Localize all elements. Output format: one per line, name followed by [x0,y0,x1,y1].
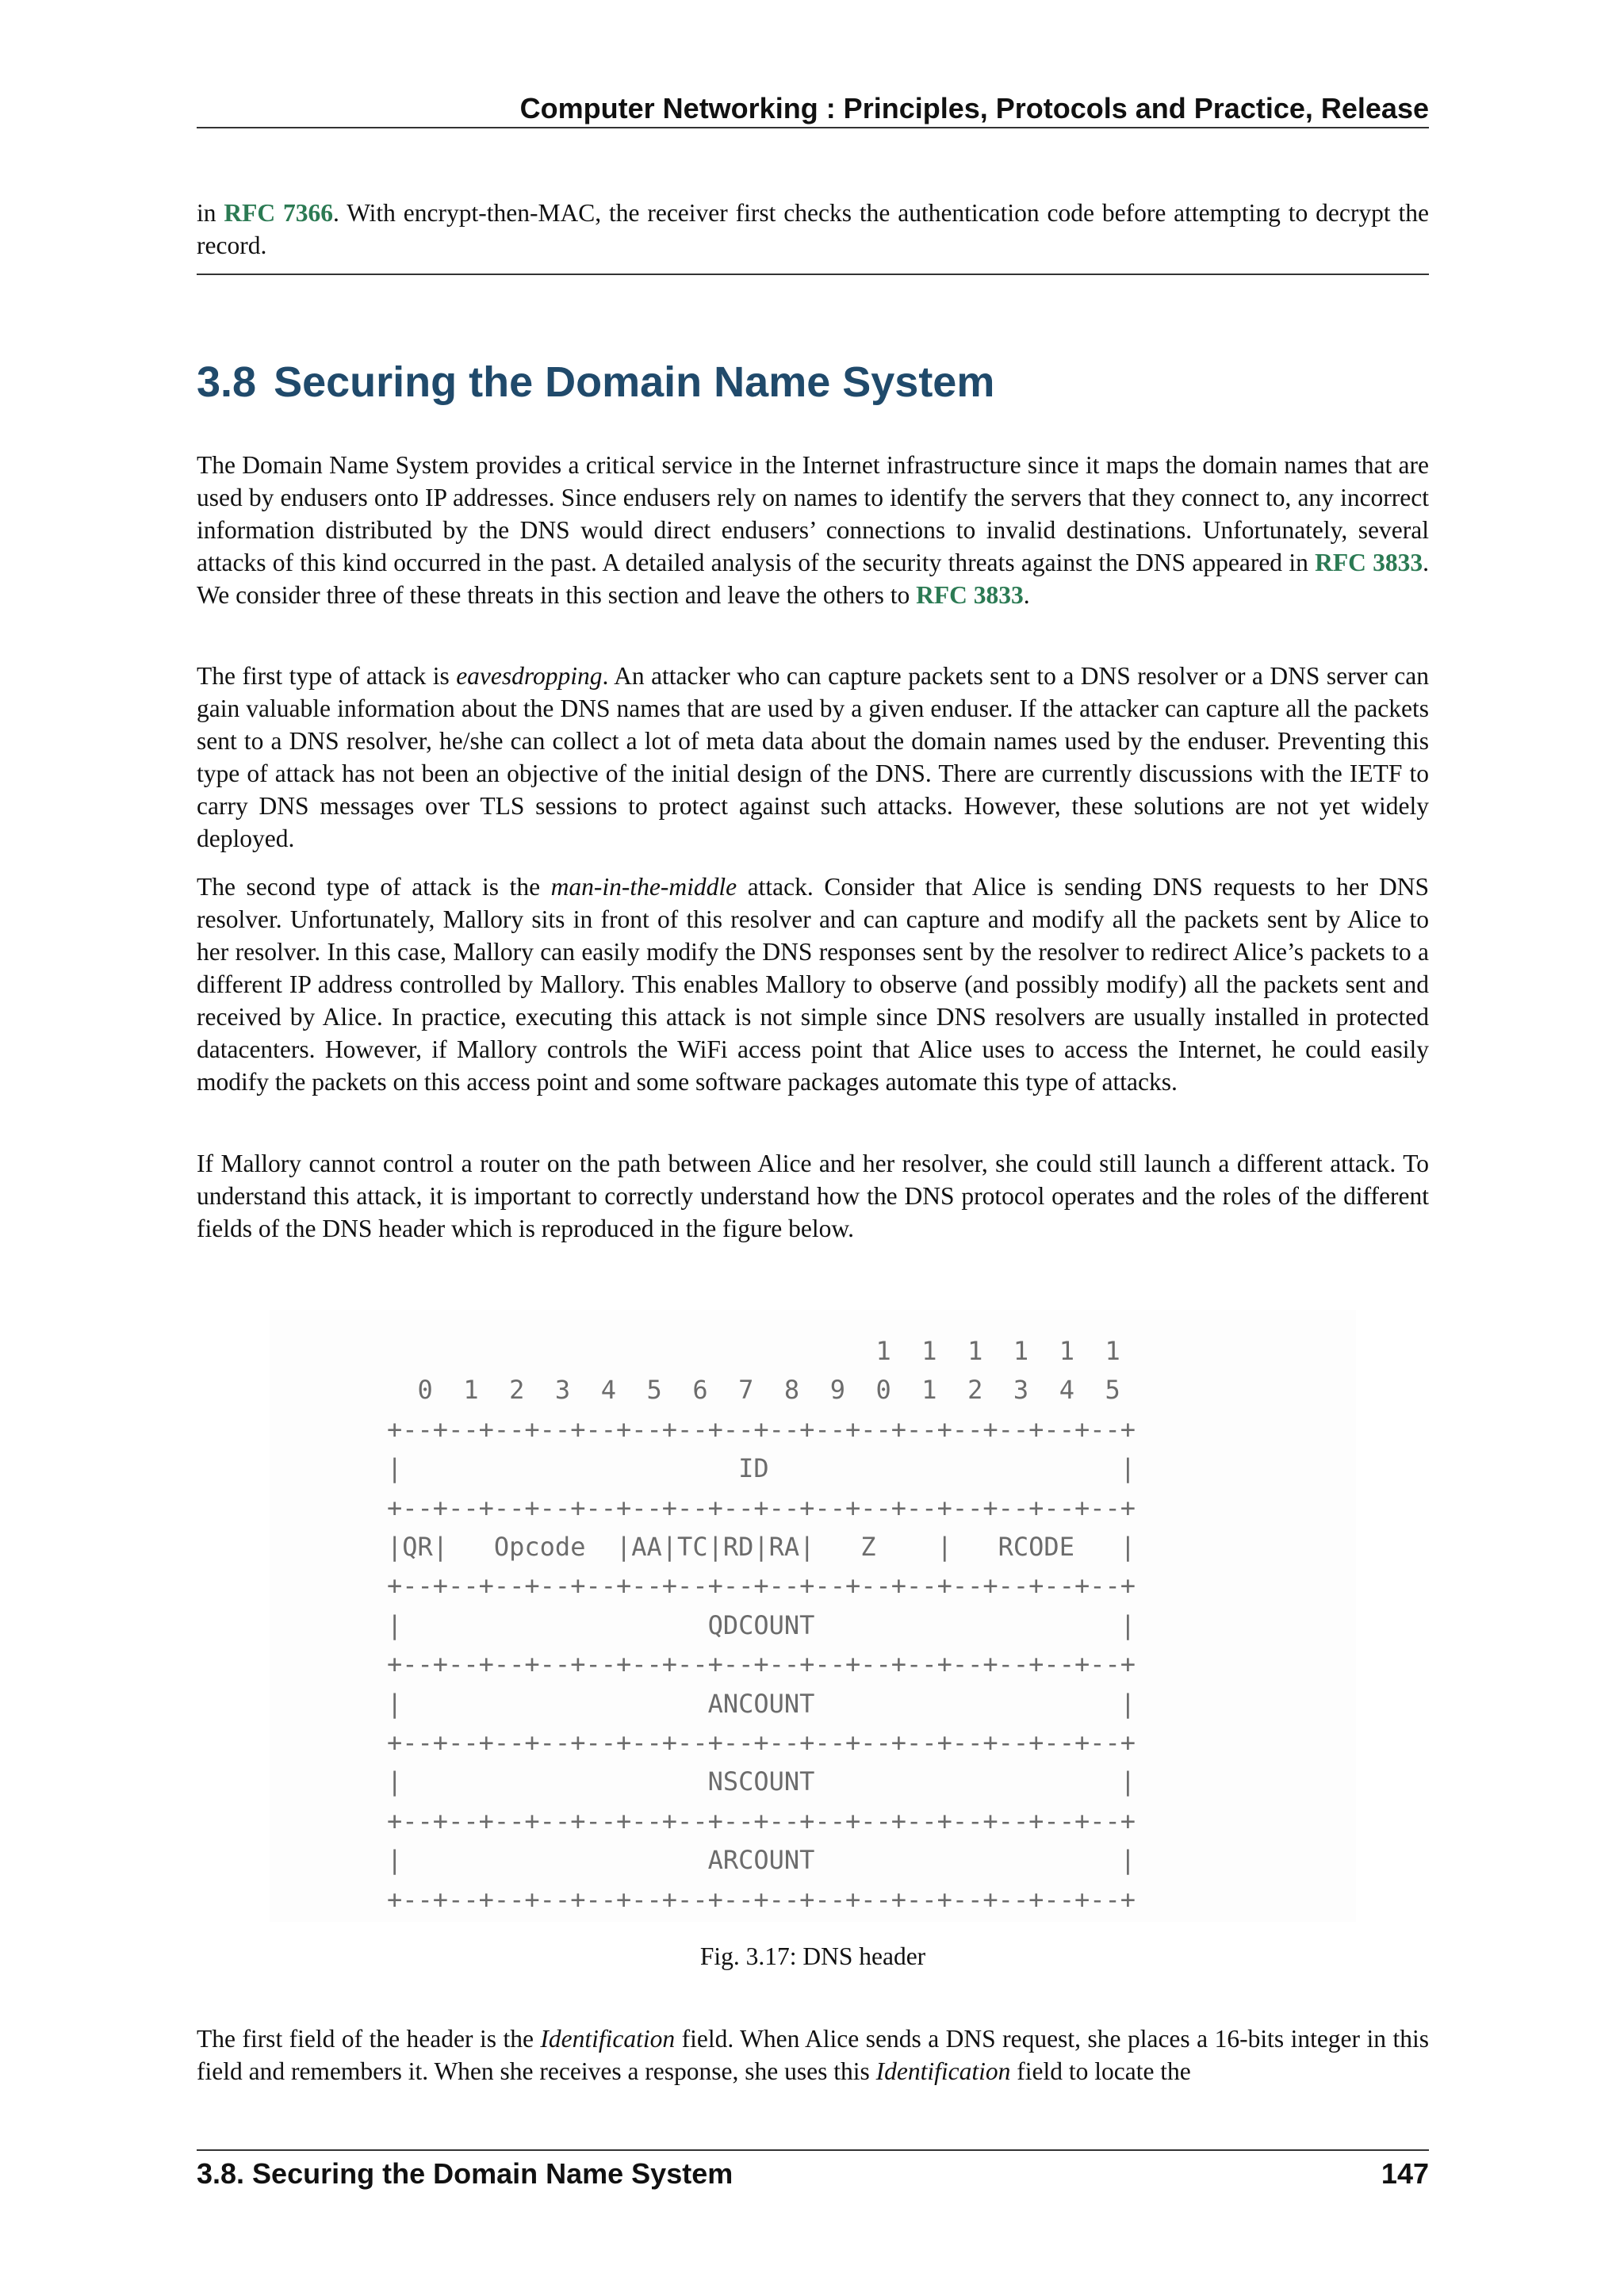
p3-text-a: The second type of attack is the [197,873,551,901]
dns-header-diagram: 1 1 1 1 1 1 0 1 2 3 4 5 6 7 8 9 0 1 2 3 4 5 +--+--+--+--+--+--+--+--+--+--+--+--+--+--+--+--+ | ID | +--+--+--+--+--+--+--+--+--+--+--+--+--+--+--+--+ |QR| Opcode |AA|TC|RD|RA| Z | RCODE | +--+--+--+--+--+--+--+--+--+--+--+--+--+--+--+--+ | QDCOUNT | +--+--+--+--+--+--+--+--+--+--+--+--+--+--+--+--+ | ANCOUNT | +--+--+--+--+--+--+--+--+--+--+--+--+--+--+--+--+ | NSCOUNT | +--+--+--+--+--+--+--+--+--+--+--+--+--+--+--+--+ | ARCOUNT | +--+--+--+--+--+--+--+--+--+--+--+--+--+--+--+--+ [387,1336,1136,1915]
p5-text-b: field. When Alice sends a DNS request, she places a 16-bits integer in this field and remembers it. When she receives a response, she uses this [197,2025,1429,2085]
p1-text-a: The Domain Name System provides a critical service in the Internet infrastructure since it maps the domain names that are used by endusers onto IP addresses. Since endusers rely on names to identify the servers that they connect to, any incorrect information distributed by the DNS would direct endusers’ connections to invalid destinations. Unfortunately, several attacks of this kind occurred in the past. A detailed analysis of the security threats against the DNS appeared in [197,451,1429,576]
footer-divider [197,2149,1429,2151]
p5-text-c: field to locate the [1010,2057,1191,2085]
running-header [197,89,1429,128]
p2-emphasis: eavesdropping [456,662,603,690]
page-number: 147 [1381,2157,1429,2190]
p1-text-b: . We consider three of these threats in this section and leave the others to [197,549,1429,609]
p3-emphasis: man-in-the-middle [550,873,737,901]
p1-text-c: . [1023,581,1030,609]
paragraph-1 [197,449,1429,611]
page-footer [197,2154,1429,2194]
rfc-3833-link-2[interactable]: RFC 3833 [916,581,1024,609]
rfc-7366-link[interactable]: RFC 7366 [224,199,334,227]
p5-emphasis-1: Identification [540,2025,676,2053]
section-heading [197,350,994,414]
note-divider [197,274,1429,275]
paragraph-4 [197,1147,1429,1245]
p4-text: If Mallory cannot control a router on the path between Alice and her resolver, she could still launch a different attack. To understand this attack, it is important to correctly understand how the DNS protocol operates and the roles of the different fields of the DNS header which is reproduced in the figure below. [197,1150,1429,1242]
rfc-3833-link-1[interactable]: RFC 3833 [1315,549,1423,576]
intro-text-post: . With encrypt-then-MAC, the receiver first checks the authentication code before attempting to decrypt the record. [197,199,1429,259]
paragraph-2 [197,660,1429,855]
p2-text-a: The first type of attack is [197,662,457,690]
section-number: 3.8 [197,358,257,406]
dns-header-figure [270,1310,1356,1922]
p2-text-b: . An attacker who can capture packets sent to a DNS resolver or a DNS server can gain valuable information about the DNS names that are used by a given enduser. If the attacker can capture all the packets sent to a DNS resolver, he/she can collect a lot of meta data about the domain names used by the enduser. Preventing this type of attack has not been an objective of the initial design of the DNS. There are currently discussions with the IETF to carry DNS messages over TLS sessions to protect against such attacks. However, these solutions are not yet widely deployed. [197,662,1429,852]
figure-caption: Fig. 3.17: DNS header [699,1942,926,1970]
intro-text-pre: in [197,199,224,227]
p5-emphasis-2: Identification [875,2057,1011,2085]
paragraph-3 [197,871,1429,1098]
book-title: Computer Networking : Principles, Protocols and Practice, Release [519,92,1429,124]
paragraph-5 [197,2022,1429,2087]
section-title: Securing the Domain Name System [274,358,995,406]
footer-section-title: 3.8. Securing the Domain Name System [197,2157,733,2190]
p5-text-a: The first field of the header is the [197,2025,541,2053]
intro-paragraph [197,197,1429,262]
p3-text-b: attack. Consider that Alice is sending DNS requests to her DNS resolver. Unfortunately, Mallory sits in front of this resolver and can capture and modify all the packets sent by Alice to her resolver. In this case, Mallory can easily modify the DNS responses sent by the resolver to redirect Alice’s packets to a different IP address controlled by Mallory. This enables Mallory to observe (and possibly modify) all the packets sent and received by Alice. In practice, executing this attack is not simple since DNS resolvers are usually installed in protected datacenters. However, if Mallory controls the WiFi access point that Alice uses to access the Internet, he could easily modify the packets on this access point and some software packages automate this type of attacks. [197,873,1429,1096]
